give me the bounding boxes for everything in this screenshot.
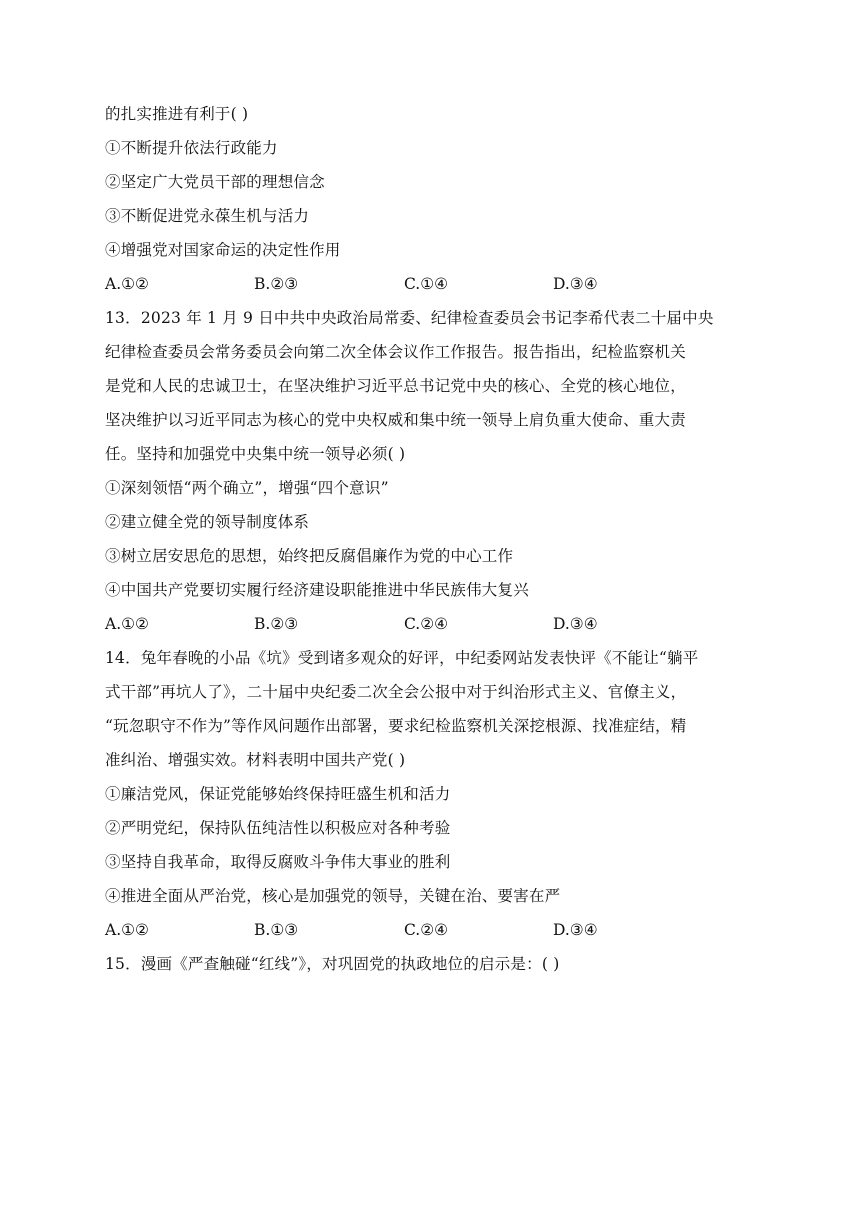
q12-stem-tail: 的扎实推进有利于( ) — [105, 105, 249, 123]
q12-option-c: C.①④ — [404, 275, 449, 293]
q13-option-c: C.②④ — [404, 615, 449, 633]
q12-option-a: A.①② — [105, 275, 149, 293]
q14-statement-2: ②严明党纪，保持队伍纯洁性以积极应对各种考验 — [105, 819, 451, 837]
q12-statement-1: ①不断提升依法行政能力 — [105, 139, 278, 157]
q15-stem: 15．漫画《严查触碰“红线”》，对巩固党的执政地位的启示是：( ) — [105, 955, 560, 973]
q13-option-a: A.①② — [105, 615, 149, 633]
q13-statement-1: ①深刻领悟“两个确立”，增强“四个意识” — [105, 479, 389, 497]
q12-statement-2: ②坚定广大党员干部的理想信念 — [105, 173, 325, 191]
q14-statement-4: ④推进全面从严治党，核心是加强党的领导，关键在治、要害在严 — [105, 887, 561, 905]
q14-option-b: B.①③ — [254, 921, 299, 939]
q14-statement-1: ①廉洁党风，保证党能够始终保持旺盛生机和活力 — [105, 785, 451, 803]
q13-option-d: D.③④ — [553, 615, 598, 633]
q14-stem-line-4: 准纠治、增强实效。材料表明中国共产党( ) — [105, 751, 406, 769]
q13-statement-2: ②建立健全党的领导制度体系 — [105, 513, 310, 531]
q14-option-c: C.②④ — [404, 921, 449, 939]
q14-option-a: A.①② — [105, 921, 149, 939]
q12-statement-4: ④增强党对国家命运的决定性作用 — [105, 241, 341, 259]
q13-stem-line-3: 是党和人民的忠诚卫士，在坚决维护习近平总书记党中央的核心、全党的核心地位， — [105, 377, 686, 395]
q13-options — [0, 613, 860, 635]
q14-statement-3: ③坚持自我革命，取得反腐败斗争伟大事业的胜利 — [105, 853, 451, 871]
q13-option-b: B.②③ — [254, 615, 299, 633]
q14-stem-line-2: 式干部”再坑人了》，二十届中央纪委二次全会公报中对于纠治形式主义、官僚主义， — [105, 683, 687, 701]
q14-option-d: D.③④ — [553, 921, 598, 939]
q14-stem-line-1: 14．兔年春晚的小品《坑》受到诸多观众的好评，中纪委网站发表快评《不能让“躺平 — [105, 649, 699, 667]
q13-stem-line-5: 任。坚持和加强党中央集中统一领导必须( ) — [105, 445, 406, 463]
q12-option-b: B.②③ — [254, 275, 299, 293]
q13-stem-line-4: 坚决维护以习近平同志为核心的党中央权威和集中统一领导上肩负重大使命、重大责 — [105, 411, 686, 429]
q12-options — [0, 273, 860, 295]
q14-stem-line-3: “玩忽职守不作为”等作风问题作出部署，要求纪检监察机关深挖根源、找准症结，精 — [105, 717, 687, 735]
q13-statement-4: ④中国共产党要切实履行经济建设职能推进中华民族伟大复兴 — [105, 581, 529, 599]
q13-stem-line-1: 13．2023 年 1 月 9 日中共中央政治局常委、纪律检查委员会书记李希代表二十届中央 — [105, 309, 714, 327]
q12-option-d: D.③④ — [553, 275, 598, 293]
q14-options — [0, 919, 860, 941]
q12-statement-3: ③不断促进党永葆生机与活力 — [105, 207, 310, 225]
q13-stem-line-2: 纪律检查委员会常务委员会向第二次全体会议作工作报告。报告指出，纪检监察机关 — [105, 343, 686, 361]
q13-statement-3: ③树立居安思危的思想，始终把反腐倡廉作为党的中心工作 — [105, 547, 514, 565]
